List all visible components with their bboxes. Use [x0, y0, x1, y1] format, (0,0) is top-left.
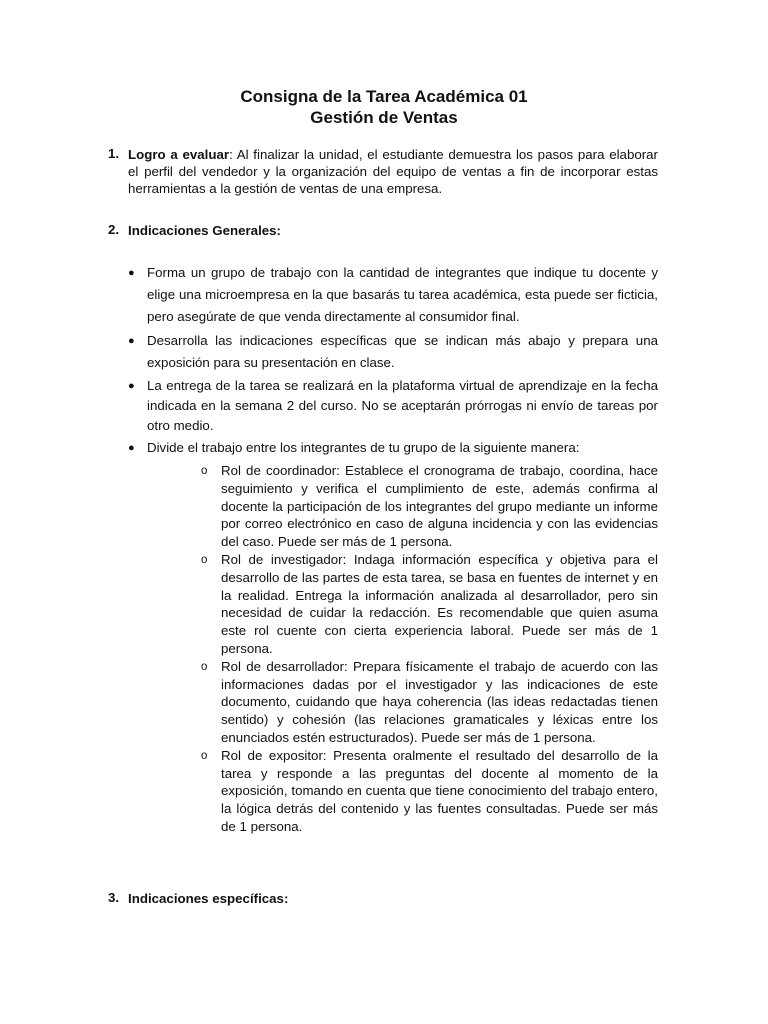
section-heading: Indicaciones Generales:	[128, 223, 281, 238]
section-indicaciones-generales	[108, 222, 658, 240]
role-text: Rol de coordinador: Establece el cronograma de trabajo, coordina, hace seguimiento y verifica el cumplimiento de este, además confirma al docente la participación de los integrantes del grupo mediante un informe por correo electrónico en caso de alguna incidencia y con las evidencias del caso. Puede ser más de 1 persona.	[221, 463, 658, 550]
list-item	[128, 262, 658, 328]
section-heading: Indicaciones específicas:	[128, 891, 289, 906]
role-marker: o	[201, 749, 208, 762]
role-text: Rol de investigador: Indaga información específica y objetiva para el desarrollo de las partes de esta tarea, se basa en fuentes de internet y en la realidad. Entrega la información analizada al desarrollador, pero sin necesidad de cuidar la redacción. Es recomendable que quien asuma este rol cuente con cierta experiencia laboral. Puede ser más de 1 persona.	[221, 551, 658, 656]
title-line-2: Gestión de Ventas	[310, 108, 458, 127]
role-text: Rol de desarrollador: Prepara físicamente el trabajo de acuerdo con las informaciones dadas por el investigador y las indicaciones de este documento, cuidando que haya coherencia (las ideas redactadas tienen sentido) y cohesión (las relaciones gramaticales y léxicas entre los enunciados estén estructurados). Puede ser más de 1 persona.	[221, 658, 658, 745]
section-number: 2.	[108, 222, 120, 237]
bullet-text: La entrega de la tarea se realizará en la plataforma virtual de aprendizaje en la fecha indicada en la semana 2 del curso. No se aceptarán prórrogas ni envío de tareas por otro medio.	[147, 378, 658, 433]
section-number: 1.	[108, 146, 120, 161]
bullet-text: Divide el trabajo entre los integrantes de tu grupo de la siguiente manera:	[147, 440, 580, 455]
bullet-text: Forma un grupo de trabajo con la cantidad de integrantes que indique tu docente y elige una microempresa en la que basarás tu tarea académica, esta puede ser ficticia, pero asegúrate de que venda directamente al consumidor final.	[147, 265, 658, 324]
bullet-marker: ●	[128, 442, 135, 454]
role-item-coordinador	[201, 462, 658, 551]
bullet-text: Desarrolla las indicaciones específicas que se indican más abajo y prepara una exposición para su presentación en clase.	[147, 333, 658, 370]
role-item-desarrollador	[201, 658, 658, 747]
bullet-marker: ●	[128, 267, 135, 279]
list-item	[128, 376, 658, 436]
title-line-1: Consigna de la Tarea Académica 01	[240, 87, 528, 106]
bullet-marker: ●	[128, 380, 135, 392]
document-title	[0, 86, 768, 128]
section-logro	[108, 146, 658, 197]
section-number: 3.	[108, 890, 120, 905]
logro-label: Logro a evaluar	[128, 147, 230, 162]
bullet-marker: ●	[128, 335, 135, 347]
role-item-investigador	[201, 551, 658, 658]
section-paragraph	[128, 146, 658, 197]
role-marker: o	[201, 660, 208, 673]
logro-text: Al finalizar la unidad, el estudiante demuestra los pasos para elaborar el perfil del vendedor y la organización del equipo de ventas a fin de incorporar estas herramientas a la gestión de ventas de una empresa.	[128, 147, 658, 196]
role-text: Rol de expositor: Presenta oralmente el resultado del desarrollo de la tarea y responde a las preguntas del docente al momento de la exposición, tomando en cuenta que tiene conocimiento del trabajo entero, la lógica detrás del contenido y las fuentes consultadas. Puede ser más de 1 persona.	[221, 747, 658, 834]
bullet-list	[128, 262, 658, 836]
list-item	[128, 330, 658, 374]
role-list	[201, 462, 658, 836]
logro-colon: :	[229, 147, 233, 162]
role-item-expositor	[201, 747, 658, 836]
list-item	[128, 438, 658, 836]
role-marker: o	[201, 465, 208, 477]
section-indicaciones-especificas	[108, 890, 658, 908]
role-marker: o	[201, 553, 208, 566]
